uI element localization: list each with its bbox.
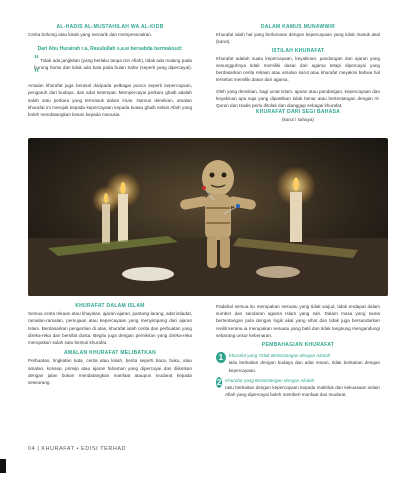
right-paragraph-2: Oleh yang demikian, bagi umat Islam, ajaran atau pandangan, kepercayaan dan keyakinan apa saja yang dipastikan tidak benar atau bertentangan dengan Al-Quran dan Hadis perlu ditolak dan dianggap sebagai khurafat. bbox=[216, 88, 380, 109]
left-heading: AL-HADIS AL-MUSTAHILAH WA AL-KIDB bbox=[56, 24, 164, 30]
page-number: 04 bbox=[28, 446, 36, 452]
item-title: Khurafat yang Bertentangan dengan Akidah bbox=[225, 377, 315, 383]
corner-mark bbox=[0, 459, 6, 473]
voodoo-doll-photo bbox=[28, 138, 388, 296]
left-top-column bbox=[28, 24, 192, 118]
right-paragraph: Khurafat adalah suatu kepercayaan, keyakinan, pandangan dan ajaran yang sesungguhnya tidak memiliki dasar dari agama tetapi dipercayai yang berdasarkan cerita rekaan atau amalan karut atau khurafat meyakini bahwa hal tersebut memiliki dasar dari agama. bbox=[216, 55, 380, 83]
left-paragraph: Amalan khurafat juga berasal daripada pelbagai punca seperti kepercayaan, pengaruh dari budaya, dan adat setempat. Mempercayai perkara ghaib adalah salah satu perkara yang termasuk dalam iman. Namun demikian, amalan khurafat ini merujuk kepada kepercayaan kepada kuasa ghaib selain Allah yang boleh mendatangkan kesan kepada manusia. bbox=[28, 83, 192, 118]
number-badge: 1 bbox=[216, 352, 226, 363]
quote-open-icon: “ bbox=[34, 53, 39, 65]
list-item bbox=[216, 352, 380, 374]
item-text: Iaitu berkaitan dengan kepercayaan kepada makhluk dan kekuasaan selain Allah yang dipercayai boleh memberi manfaat dan mudarat. bbox=[225, 385, 380, 398]
right-sub: (karut / sahaya) bbox=[282, 117, 314, 123]
item-title: Khurafat yang Tidak Bertentangan dengan Akidah bbox=[228, 353, 331, 359]
page-footer: 04 | KHURAFAT • EDISI TERHAD bbox=[28, 446, 127, 452]
right-heading: DALAM KAMUS MUNAWWIR bbox=[260, 24, 336, 30]
right-heading-2: ISTILAH KHURAFAT bbox=[271, 47, 325, 54]
bottom-right-column bbox=[216, 303, 380, 398]
list-item bbox=[216, 377, 380, 399]
number-badge: 2 bbox=[216, 377, 222, 387]
bottom-left-column bbox=[28, 303, 192, 386]
amalan-paragraph: Perbuatan, tingkatan kata, cerita atau kisah, berita seperti baca, buku, atau amalan, konsep, prinsip atau ajaran fahaman yang dipercayai dan diikutkan dengan jalan bukan mendatangkan manfaat ataupun mudarat kepada seseorang. bbox=[28, 358, 192, 386]
right-bottom-paragraph: Padahal semua itu merupakan sesuatu yang tidak wujud, tidak terdapat dalam sumber dan sandaran agama Islam yang sah. Dalam masa yang sama bertentangan pula dengan logik akal yang sihat dan tidak juga bersandarkan realiti kerana ia merupakan sesuatu yang batil dan tidak langsung mengandungi sebarang unsur kebenaran. bbox=[216, 304, 380, 338]
right-top-column bbox=[216, 24, 380, 124]
item-text: Iaitu berkaitan dengan budaya dan adat resam, tidak berkaitan dengan kepercayaan. bbox=[228, 360, 380, 373]
right-intro: Khurafat ialah hal yang berkenaan dengan kepercayaan yang tidak masuk akal (karut). bbox=[216, 32, 380, 45]
quote-close-icon: ” bbox=[34, 68, 39, 80]
islam-paragraph: Semua cerita rekaan atau khayalan, ajaran-ajaran, pantang-larang, adat istiadat, ramalan-ramalan, pemujaan atau kepercayaan yang menyimpang dari ajaran Islam. Berdasarkan pengertian di atas, khurafat ialah cerita dan perbuatan yang direka-reka dan bersifat dusta. Begitu juga dengan pemikiran yang direka-reka merupakan salah satu bentuk khurafat. bbox=[28, 311, 192, 346]
hadith-quote-text: Tidak ada jangkitan (yang berlaku tanpa izin Allah), tidak ada malang pada burung hantu dan tidak ada bala pada bulan Safar (seperti yang dipercayai). bbox=[34, 57, 192, 70]
amalan-heading: AMALAN KHURAFAT MELIBATKAN bbox=[63, 350, 157, 357]
footer-text: KHURAFAT • EDISI TERHAD bbox=[41, 446, 127, 452]
islam-heading: KHURAFAT DALAM ISLAM bbox=[75, 303, 145, 309]
right-heading-3: KHURAFAT DARI SEGI BAHASA bbox=[255, 109, 341, 116]
quote-source: Dari Abu Hurairah r.a, Rasulullah s.a.w bersabda bermaksud: bbox=[37, 46, 183, 53]
left-intro: Cerita bohong atau kisah yang menarik dan mempesonakan. bbox=[28, 32, 153, 38]
hadith-quote bbox=[28, 53, 192, 80]
pembahagian-heading: PEMBAHAGIAN KHURAFAT bbox=[261, 342, 335, 349]
